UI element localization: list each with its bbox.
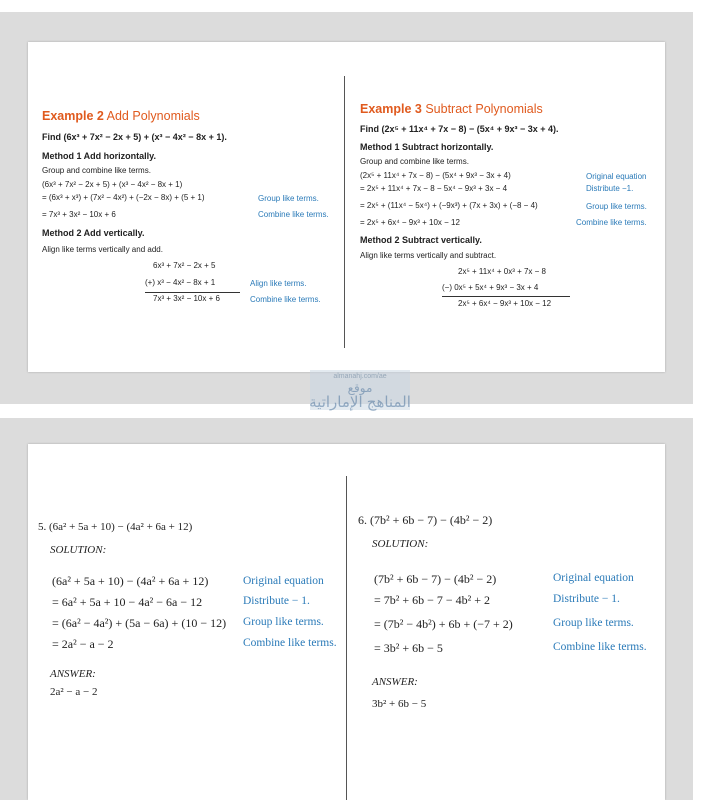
problem5-answer-label: ANSWER: xyxy=(50,668,96,680)
problem6-answer-label: ANSWER: xyxy=(372,676,418,688)
example2-number: Example 2 xyxy=(42,109,104,123)
example3-v1: 2x⁵ + 11x⁴ + 0x³ + 7x − 8 xyxy=(458,267,546,276)
example3-difference-rule xyxy=(442,296,570,297)
example2-method2: Method 2 Add vertically. xyxy=(42,228,145,238)
watermark-arabic-line1: موقع xyxy=(347,381,373,395)
example3-h3: = 2x⁵ + (11x⁴ − 5x⁴) + (−9x³) + (7x + 3x) + (−8 − 4) xyxy=(360,201,538,210)
example3-h1-note: Original equation xyxy=(586,172,647,181)
example2-instr1: Group and combine like terms. xyxy=(42,166,151,175)
example3-method2: Method 2 Subtract vertically. xyxy=(360,235,482,245)
problem6-step4-note: Combine like terms. xyxy=(553,641,647,653)
example2-v1: 6x³ + 7x² − 2x + 5 xyxy=(153,261,216,270)
example2-v3-note: Combine like terms. xyxy=(250,295,321,304)
example3-h2-note: Distribute −1. xyxy=(586,184,634,193)
problem5-answer: 2a² − a − 2 xyxy=(50,686,98,698)
example3-h4: = 2x⁵ + 6x⁴ − 9x³ + 10x − 12 xyxy=(360,218,460,227)
example3-h1: (2x⁵ + 11x⁴ + 7x − 8) − (5x⁴ + 9x³ − 3x + 4) xyxy=(360,171,511,180)
example3-instr2: Align like terms vertically and subtract. xyxy=(360,251,497,260)
example3-h3-note: Group like terms. xyxy=(586,202,647,211)
solutions-card xyxy=(28,444,665,800)
example2-h2: = (6x³ + x³) + (7x² − 4x²) + (−2x − 8x) + (5 + 1) xyxy=(42,193,205,202)
problem6-step1: (7b² + 6b − 7) − (4b² − 2) xyxy=(374,572,497,586)
example2-v3: 7x³ + 3x² − 10x + 6 xyxy=(153,294,220,303)
problem5-step4: = 2a² − a − 2 xyxy=(52,637,114,651)
problem5-step4-note: Combine like terms. xyxy=(243,637,337,649)
problem6-answer: 3b² + 6b − 5 xyxy=(372,698,427,710)
example2-title xyxy=(42,109,200,123)
almanahj-watermark xyxy=(290,370,430,432)
problem6-prompt: 6. (7b² + 6b − 7) − (4b² − 2) xyxy=(358,513,493,527)
problem6-step4: = 3b² + 6b − 5 xyxy=(374,641,443,655)
problem5-step2: = 6a² + 5a + 10 − 4a² − 6a − 12 xyxy=(52,595,203,609)
column-divider xyxy=(344,76,345,348)
problem6-solution-label: SOLUTION: xyxy=(372,538,429,550)
problem5-step2-note: Distribute − 1. xyxy=(243,595,310,607)
problem5-step3: = (6a² − 4a²) + (5a − 6a) + (10 − 12) xyxy=(52,616,227,630)
example2-method1: Method 1 Add horizontally. xyxy=(42,151,156,161)
watermark-arabic-line2: المناهج الإماراتية xyxy=(309,394,411,411)
example3-method1: Method 1 Subtract horizontally. xyxy=(360,142,494,152)
problem6-step2: = 7b² + 6b − 7 − 4b² + 2 xyxy=(374,593,491,607)
example2-h3-note: Combine like terms. xyxy=(258,210,329,219)
example3-name: Subtract Polynomials xyxy=(425,102,543,116)
example2-h2-note: Group like terms. xyxy=(258,194,319,203)
example2-v2-note: Align like terms. xyxy=(250,279,307,288)
problem5-prompt: 5. (6a² + 5a + 10) − (4a² + 6a + 12) xyxy=(38,521,193,533)
example3-v3: 2x⁵ + 6x⁴ − 9x³ + 10x − 12 xyxy=(458,299,552,308)
problem5-solution-label: SOLUTION: xyxy=(50,544,107,556)
example2-instr2: Align like terms vertically and add. xyxy=(42,245,163,254)
example2-h1: (6x³ + 7x² − 2x + 5) + (x³ − 4x² − 8x + 1) xyxy=(42,180,183,189)
example3-prompt: Find (2x⁵ + 11x⁴ + 7x − 8) − (5x⁴ + 9x³ − 3x + 4). xyxy=(360,124,559,134)
example2-h3: = 7x³ + 3x² − 10x + 6 xyxy=(42,210,116,219)
problem6-step1-note: Original equation xyxy=(553,572,634,584)
example2-name: Add Polynomials xyxy=(106,109,200,123)
example3-number: Example 3 xyxy=(360,102,422,116)
problem6-step3: = (7b² − 4b²) + 6b + (−7 + 2) xyxy=(374,617,513,631)
solutions-column-divider xyxy=(346,476,347,800)
example2-prompt: Find (6x³ + 7x² − 2x + 5) + (x³ − 4x² − 8x + 1). xyxy=(42,132,227,142)
example3-instr1: Group and combine like terms. xyxy=(360,157,469,166)
problem6-step3-note: Group like terms. xyxy=(553,617,634,629)
textbook-excerpt-card xyxy=(28,42,665,372)
example3-h2: = 2x⁵ + 11x⁴ + 7x − 8 − 5x⁴ − 9x³ + 3x − 4 xyxy=(360,184,508,193)
example3-v2: (−) 0x⁵ + 5x⁴ + 9x³ − 3x + 4 xyxy=(442,283,539,292)
problem6-step2-note: Distribute − 1. xyxy=(553,593,620,605)
example3-h4-note: Combine like terms. xyxy=(576,218,647,227)
problem5-step3-note: Group like terms. xyxy=(243,616,324,628)
example2-sum-rule xyxy=(145,292,240,293)
example2-v2: (+) x³ − 4x² − 8x + 1 xyxy=(145,278,216,287)
problem5-step1: (6a² + 5a + 10) − (4a² + 6a + 12) xyxy=(52,574,209,588)
watermark-url: almanahj.com/ae xyxy=(333,373,387,380)
example3-title xyxy=(360,102,543,116)
problem5-step1-note: Original equation xyxy=(243,575,324,587)
